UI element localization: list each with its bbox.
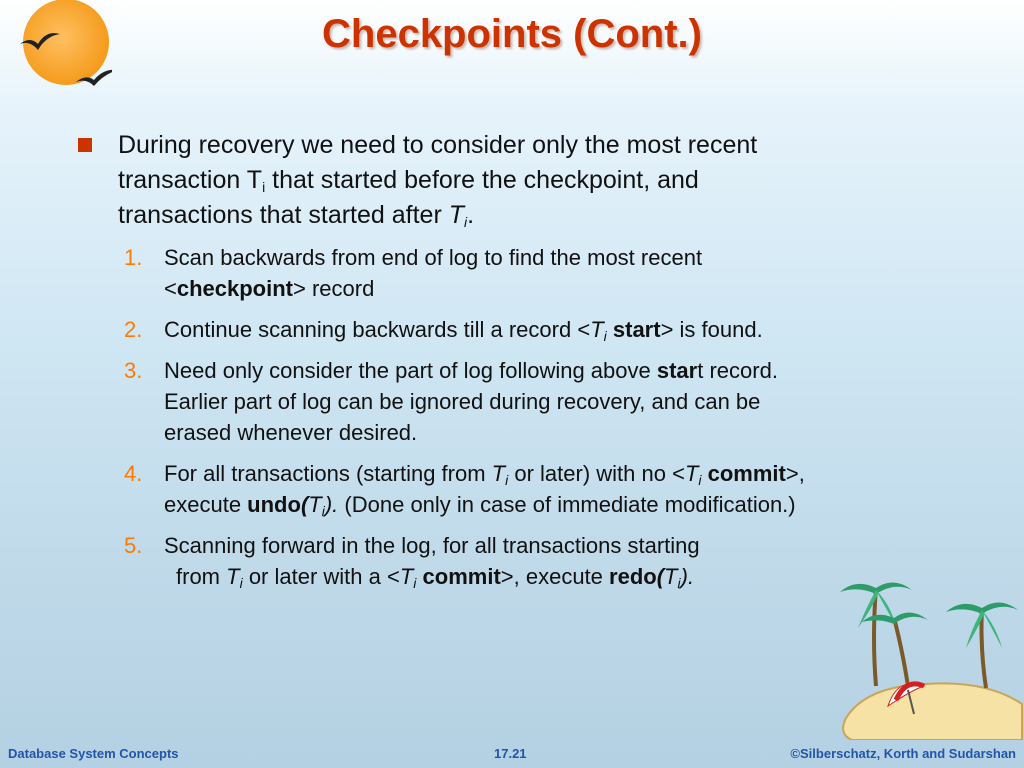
- numbered-list: [124, 242, 924, 602]
- page-title: Checkpoints (Cont.): [322, 12, 702, 56]
- bullet-square-icon: [78, 138, 92, 152]
- footer-page-number: 17.21: [494, 746, 527, 761]
- palm-island-icon: [836, 568, 1024, 740]
- list-item: 5. Scanning forward in the log, for all transactions starting from $T_i$ or later with $a <T_i$ commit>, execute $redo(T_i)$.: [124, 533, 700, 591]
- list-item: 4. For all transactions (starting from $T_i$ or later) with no $<T_i$ commit>, execute $undo(T_i)$. (Done only in case of immediate modification.): [124, 461, 805, 519]
- main-bullet-text: During recovery we need to consider only the most recent transaction $T_i$ that started before the checkpoint, and transactions that started after $T_i$.: [118, 131, 758, 230]
- list-item: 3. Need only consider the part of log following above start record. Earlier part of log can be ignored during recovery, and can be erased whenever desired.: [124, 358, 778, 445]
- list-item: 2. Continue scanning backwards till a record $<T_i$ start> is found.: [124, 317, 763, 344]
- footer-course-title: Database System Concepts: [8, 746, 179, 761]
- footer-copyright: ©Silberschatz, Korth and Sudarshan: [790, 746, 1016, 761]
- list-item: 1. Scan backwards from end of log to find the most recent <checkpoint> record: [124, 245, 703, 301]
